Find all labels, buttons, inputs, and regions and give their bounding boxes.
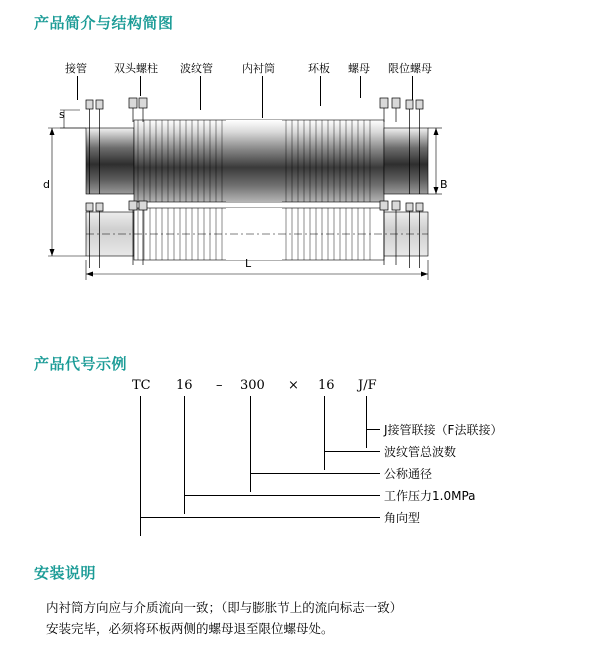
callout-label-neichentong: 内衬筒: [242, 62, 275, 75]
code-leader-jf: [366, 396, 367, 448]
code-leader-300: [250, 396, 251, 492]
code-connector-16a: [184, 495, 380, 496]
code-connector-16b: [324, 451, 380, 452]
code-token-dash: –: [216, 378, 223, 393]
code-token-300: 300: [240, 378, 265, 393]
code-leader-tc: [140, 396, 141, 536]
code-leader-16b: [324, 396, 325, 470]
install-notes: [46, 597, 402, 639]
install-note-line-2: 安装完毕，必须将环板两侧的螺母退至限位螺母处。: [46, 621, 334, 636]
callout-leader-4: [262, 76, 263, 118]
code-connector-jf: [366, 429, 380, 430]
dimension-label-L: L: [245, 257, 252, 270]
code-desc-type: 角向型: [384, 511, 421, 525]
product-code-diagram: [40, 378, 560, 543]
callout-leader-5: [320, 76, 321, 106]
code-token-times: ×: [288, 378, 299, 393]
callout-label-luomu: 螺母: [348, 62, 370, 75]
code-leader-16a: [184, 396, 185, 514]
callout-leader-7: [412, 76, 413, 100]
install-note-line-1: 内衬筒方向应与介质流向一致；（即与膨胀节上的流向标志一致）: [46, 600, 403, 615]
callout-label-jieguan: 接管: [65, 62, 87, 75]
structure-drawing-svg: [40, 60, 560, 290]
dimension-label-s: s: [59, 108, 65, 121]
section-title-install: 安装说明: [34, 564, 97, 582]
code-desc-convolutions: 波纹管总波数: [384, 445, 457, 459]
callout-label-xianweiluomu: 限位螺母: [388, 62, 432, 75]
dimension-label-B: B: [440, 178, 448, 191]
code-desc-working-pressure: 工作压力1.0MPa: [384, 489, 476, 503]
code-desc-connection: J接管联接（F法联接）: [384, 423, 503, 437]
callout-leader-3: [200, 76, 201, 110]
code-desc-nominal-diameter: 公称通径: [384, 467, 433, 481]
section-title-intro: 产品简介与结构简图: [34, 14, 174, 32]
code-token-jf: J/F: [358, 378, 377, 393]
callout-label-shuangtouluozhu: 双头螺柱: [114, 62, 158, 75]
code-connector-tc: [140, 517, 380, 518]
section-title-code: 产品代号示例: [34, 355, 128, 373]
code-connector-300: [250, 473, 380, 474]
callout-label-huanban: 环板: [308, 62, 330, 75]
code-token-16a: 16: [176, 378, 193, 393]
dimension-label-d: d: [43, 178, 50, 191]
structure-diagram: [40, 60, 560, 290]
code-token-tc: TC: [132, 378, 151, 393]
callout-leader-1: [77, 76, 78, 100]
callout-label-bowenguan: 波纹管: [180, 62, 213, 75]
callout-leader-6: [360, 76, 361, 98]
callout-leader-2: [140, 76, 141, 96]
code-token-16b: 16: [318, 378, 335, 393]
